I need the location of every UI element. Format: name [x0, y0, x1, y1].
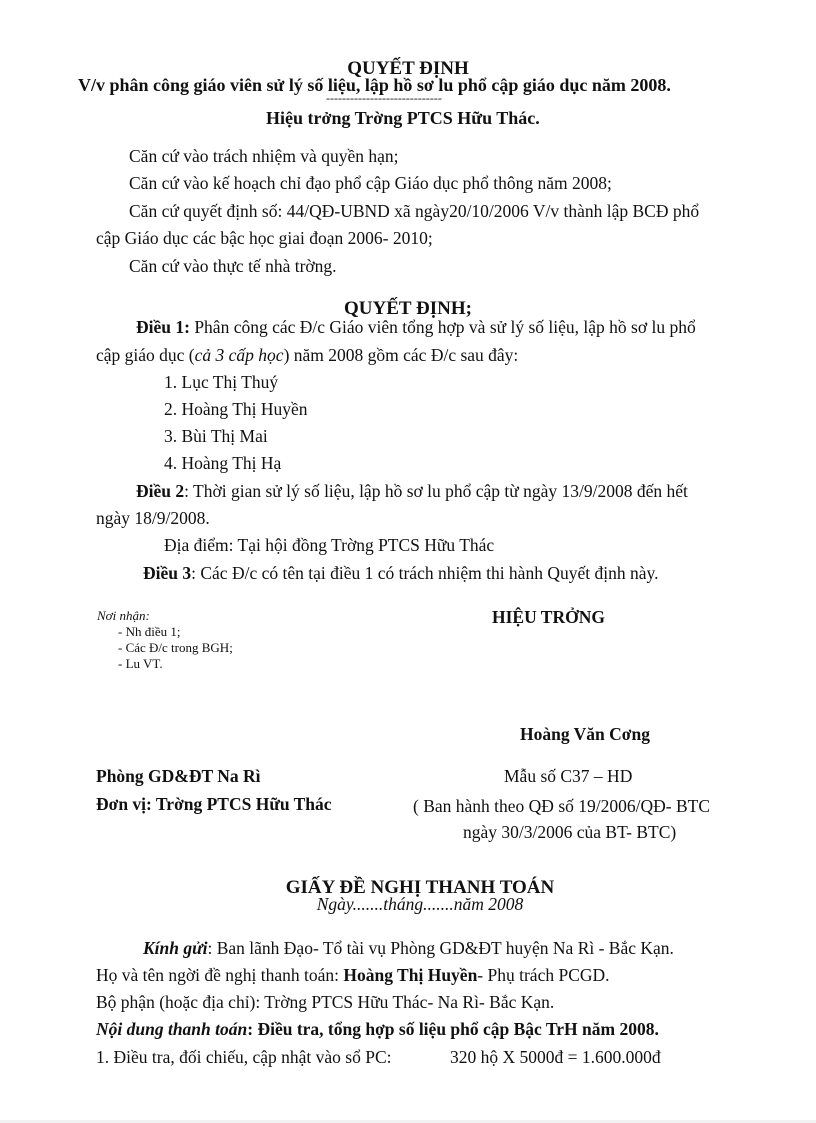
basis-3-cont: cập Giáo dục các bậc học giai đoạn 2006- 2010;: [96, 228, 433, 248]
basis-1: Căn cứ vào trách nhiệm và quyền hạn;: [129, 146, 399, 166]
decision-subtitle: V/v phân công giáo viên sử lý số liệu, lập hồ sơ lu phổ cập giáo dục năm 2008.: [78, 75, 671, 95]
recipient-3: - Lu VT.: [118, 656, 163, 671]
basis-2: Căn cứ vào kế hoạch chỉ đạo phổ cập Giáo dục phổ thông năm 2008;: [129, 173, 612, 193]
payment-item-1-calc: 320 hộ X 5000đ = 1.600.000đ: [450, 1047, 661, 1067]
article-3-label: Điều 3: [143, 563, 192, 583]
article-2-line2: ngày 18/9/2008.: [96, 508, 210, 528]
requester-role: - Phụ trách PCGD.: [477, 965, 610, 985]
payment-unit: Đơn vị: Trờng PTCS Hữu Thác: [96, 794, 332, 814]
payment-item-1: 1. Điều tra, đối chiếu, cập nhật vào sổ PC:: [96, 1047, 392, 1067]
payment-department: Bộ phận (hoặc địa chỉ): Trờng PTCS Hữu Thác- Na Rì- Bắc Kạn.: [96, 992, 555, 1012]
content-text: : Điều tra, tổng hợp số liệu phổ cập Bậc TrH năm 2008.: [247, 1019, 659, 1039]
article-1-text2b: ) năm 2008 gồm các Đ/c sau đây:: [283, 345, 519, 365]
to-text: : Ban lãnh Đạo- Tổ tài vụ Phòng GD&ĐT huyện Na Rì - Bắc Kạn.: [207, 938, 674, 958]
article-1-scope: cả 3 cấp học: [194, 345, 284, 365]
payment-date-line: Ngày.......tháng.......năm 2008: [316, 894, 524, 914]
payment-content: [96, 1019, 659, 1040]
payment-recipient: [143, 938, 674, 959]
member-3: 3. Bùi Thị Mai: [164, 426, 268, 446]
article-2-label: Điều 2: [136, 481, 185, 501]
divider: -----------------------------: [326, 91, 442, 105]
issuer-line: Hiệu trởng Trờng PTCS Hữu Thác.: [266, 108, 540, 128]
article-2-line1: [136, 481, 688, 502]
requester-label: Họ và tên ngời đề nghị thanh toán:: [96, 965, 344, 985]
recipient-1: - Nh điều 1;: [118, 624, 181, 639]
member-1: 1. Lục Thị Thuý: [164, 372, 279, 392]
article-1-text: Phân công các Đ/c Giáo viên tổng hợp và sử lý số liệu, lập hồ sơ lu phổ: [189, 317, 696, 337]
article-3: [143, 563, 658, 584]
form-basis: ( Ban hành theo QĐ số 19/2006/QĐ- BTC: [413, 796, 710, 816]
article-2-text: : Thời gian sử lý số liệu, lập hồ sơ lu phổ cập từ ngày 13/9/2008 đến hết: [184, 481, 688, 501]
decision-heading: QUYẾT ĐỊNH;: [344, 298, 472, 319]
signer-title: HIỆU TRỞNG: [492, 607, 605, 627]
basis-4: Căn cứ vào thực tế nhà trờng.: [129, 256, 337, 276]
requester-name: Hoàng Thị Huyền: [343, 965, 478, 985]
basis-3: Căn cứ quyết định số: 44/QĐ-UBND xã ngày20/10/2006 V/v thành lập BCĐ phổ: [129, 201, 700, 221]
to-label: Kính gửi: [143, 938, 208, 958]
member-4: 4. Hoàng Thị Hạ: [164, 453, 282, 473]
decision-title: QUYẾT ĐỊNH: [347, 58, 469, 79]
article-2-location: Địa điểm: Tại hội đồng Trờng PTCS Hữu Thác: [164, 535, 495, 555]
content-label: Nội dung thanh toán: [96, 1019, 248, 1039]
article-1-label: Điều 1:: [136, 317, 190, 337]
recipient-2: - Các Đ/c trong BGH;: [118, 640, 233, 655]
article-3-text: : Các Đ/c có tên tại điều 1 có trách nhiệm thi hành Quyết định này.: [191, 563, 659, 583]
signer-name: Hoàng Văn Cơng: [520, 724, 650, 744]
member-2: 2. Hoàng Thị Huyền: [164, 399, 308, 419]
form-number: Mẫu số C37 – HD: [504, 766, 633, 786]
article-1-text2a: cập giáo dục (: [96, 345, 195, 365]
article-1-line2: [96, 345, 518, 366]
payment-requester: [96, 965, 610, 986]
payment-title: GIẤY ĐỀ NGHỊ THANH TOÁN: [285, 877, 555, 898]
recipients-label: Nơi nhận:: [97, 608, 150, 623]
article-1-line1: [136, 317, 696, 338]
payment-dept: Phòng GD&ĐT Na Rì: [96, 766, 261, 786]
form-date: ngày 30/3/2006 của BT- BTC): [463, 822, 677, 842]
